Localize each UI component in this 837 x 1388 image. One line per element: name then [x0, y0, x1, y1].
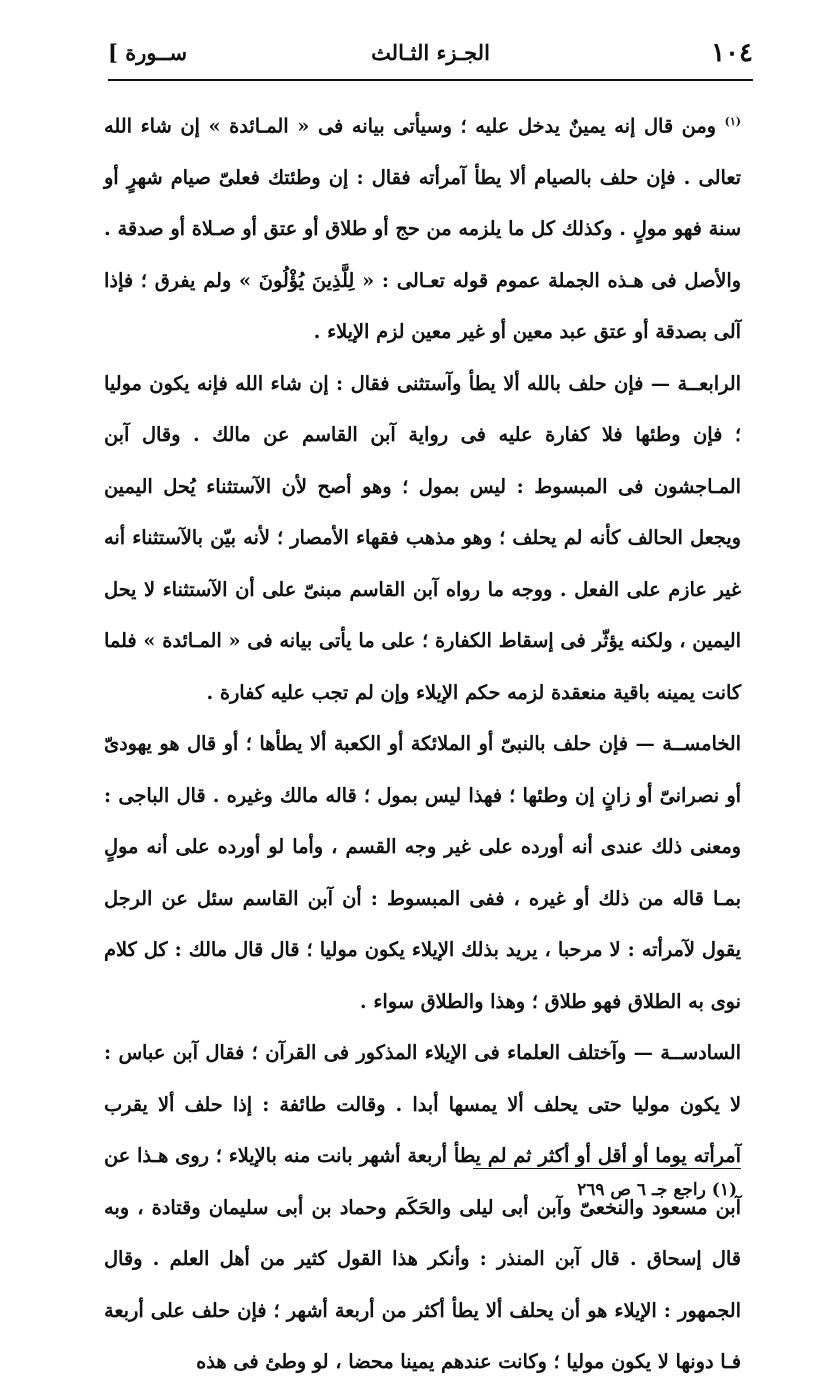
footnote: (١) راجع جـ ٦ ص ٢٦٩: [577, 1180, 737, 1200]
page-header: [108, 36, 753, 76]
footnote-divider: [473, 1168, 741, 1169]
paragraph-1: [104, 96, 741, 358]
paragraph-6th-issue: السادســة — وآختلف العلماء فى الإيلاء المذكور فى القرآن ؛ فقال آبن عباس : لا يكون موليا حتى يحلف ألا يمسها أبدا . وقالت طائفة : إذا حلف ألا يقرب آمرأته يوما أو أقل أو أكثر ثم لم يطأ أربعة أشهر بانت منه بالإيلاء ؛ روى هـذا عن آبن مسعود والنخعىّ وآبن أبى ليلى والحَكَم وحماد بن أبى سليمان وقتادة ، وبه قال إسحاق . قال آبن المنذر : وأنكر هذا القول كثير من أهل العلم . وقال الجمهور : الإيلاء هو أن يحلف ألا يطأ أكثر من أربعة أشهر ؛ فإن حلف على أربعة فـا دونها لا يكون موليا ؛ وكانت عندهم يمينا محضا ، لو وطئ فى هذه: [104, 1041, 741, 1374]
header-divider: [108, 79, 753, 81]
paragraph-1-text: ومن قال إنه يمينٌ يدخل عليه ؛ وسيأتى بيانه فى « المـائدة » إن شاء الله تعالى . فإن حلف بالصيام ألا يطأ آمرأته فقال : إن وطئتك فعلىّ صيام شهرٍ أو سنة فهو مولٍ . وكذلك كل ما يلزمه من حج أو طلاق أو عتق أو صـلاة أو صدقة . والأصل فى هـذه الجملة عموم قوله تعـالى : « لِلَّذِينَ يُؤْلُونَ » ولم يفرق ؛ فإذا آلى بصدقة أو عتق عبد معين أو غير معين لزم الإيلاء .: [104, 114, 741, 344]
paragraph-4th-issue: الرابعــة — فإن حلف بالله ألا يطأ وآستثنى فقال : إن شاء الله فإنه يكون موليا ؛ فإن وطئها فلا كفارة عليه فى رواية آبن القاسم عن مالك . وقال آبن المـاجشون فى المبسوط : ليس بمول ؛ وهو أصح لأن الآستثناء يُحل اليمين ويجعل الحالف كأنه لم يحلف ؛ وهو مذهب فقهاء الأمصار ؛ لأنه بيّن بالآستثناء أنه غير عازم على الفعل . ووجه ما رواه آبن القاسم مبنىّ على أن الآستثناء لا يحل اليمين ، ولكنه يؤثّر فى إسقاط الكفارة ؛ على ما يأتى بيانه فى « المـائدة » فلما كانت يمينه باقية منعقدة لزمه حكم الإيلاء وإن لم تجب عليه كفارة .: [104, 371, 741, 704]
page-number: ١٠٤: [711, 38, 753, 68]
paragraph-5th-issue: الخامســة — فإن حلف بالنبىّ أو الملائكة أو الكعبة ألا يطأها ؛ أو قال هو يهودىّ أو نصرانىّ أو زانٍ إن وطئها ؛ فهذا ليس بمول ؛ قاله مالك وغيره . قال الباجى : ومعنى ذلك عندى أنه أورده على غير وجه القسم ، وأما لو أورده على أنه مولٍ بمـا قاله من ذلك أو غيره ، ففى المبسوط : أن آبن القاسم سئل عن الرجل يقول لآمرأته : لا مرحبا ، يريد بذلك الإيلاء يكون موليا ؛ قال قال مالك : كل كلام نوى به الطلاق فهو طلاق ؛ وهذا والطلاق سواء .: [104, 732, 741, 1013]
sura-label: [ ســورة: [108, 40, 188, 65]
running-title: الجـزء الثـالث: [371, 40, 490, 65]
note-marker: (١): [724, 115, 741, 128]
